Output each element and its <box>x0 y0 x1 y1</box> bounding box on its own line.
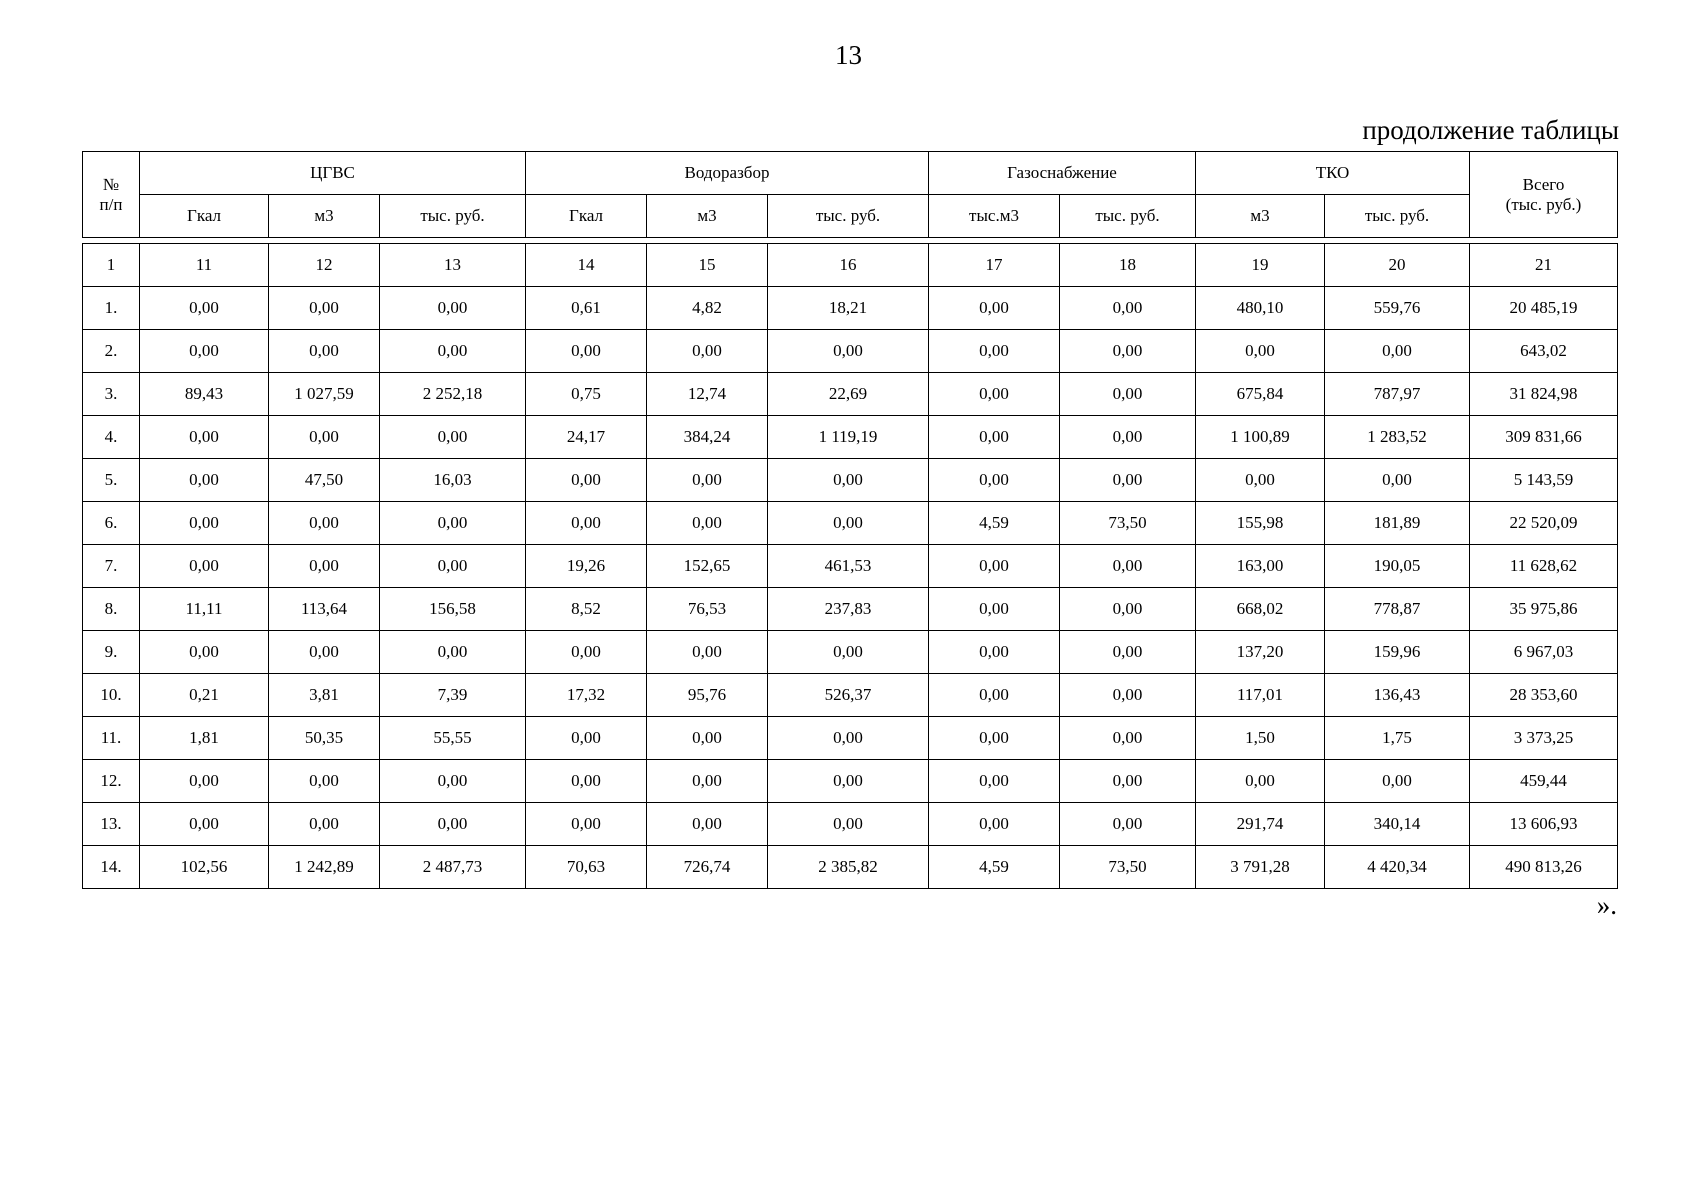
table-cell: 20 485,19 <box>1470 287 1618 330</box>
table-cell: 0,00 <box>929 631 1060 674</box>
table-cell: 0,00 <box>1060 803 1196 846</box>
unit-header: тыс. руб. <box>380 195 526 238</box>
row-number-cell: 7. <box>83 545 140 588</box>
table-cell: 0,00 <box>1196 760 1325 803</box>
page-number: 13 <box>835 40 862 70</box>
table-cell: 340,14 <box>1325 803 1470 846</box>
total-label-line2: (тыс. руб.) <box>1505 194 1582 214</box>
table-cell: 0,00 <box>647 803 768 846</box>
table-cell: 137,20 <box>1196 631 1325 674</box>
row-number-cell: 11. <box>83 717 140 760</box>
table-cell: 0,00 <box>526 631 647 674</box>
table-cell: 0,00 <box>1196 330 1325 373</box>
column-number-cell: 17 <box>929 244 1060 287</box>
table-cell: 155,98 <box>1196 502 1325 545</box>
table-cell: 643,02 <box>1470 330 1618 373</box>
table-cell: 0,00 <box>269 287 380 330</box>
table-cell: 291,74 <box>1196 803 1325 846</box>
table-cell: 24,17 <box>526 416 647 459</box>
table-cell: 559,76 <box>1325 287 1470 330</box>
table-cell: 668,02 <box>1196 588 1325 631</box>
group-header-tko: ТКО <box>1196 152 1470 195</box>
unit-header: м3 <box>647 195 768 238</box>
row-number-cell: 9. <box>83 631 140 674</box>
table-cell: 309 831,66 <box>1470 416 1618 459</box>
table-cell: 0,00 <box>269 760 380 803</box>
column-number-cell: 11 <box>140 244 269 287</box>
table-cell: 0,00 <box>929 803 1060 846</box>
table-cell: 0,00 <box>929 373 1060 416</box>
table-cell: 0,00 <box>1060 717 1196 760</box>
table-cell: 0,00 <box>768 459 929 502</box>
table-cell: 4 420,34 <box>1325 846 1470 889</box>
table-cell: 1 119,19 <box>768 416 929 459</box>
table-cell: 0,00 <box>380 416 526 459</box>
table-cell: 0,00 <box>647 502 768 545</box>
table-cell: 0,00 <box>1060 674 1196 717</box>
table-row <box>83 674 1618 717</box>
table-row <box>83 373 1618 416</box>
table-cell: 0,00 <box>269 545 380 588</box>
table-cell: 163,00 <box>1196 545 1325 588</box>
table-row <box>83 416 1618 459</box>
row-number-cell: 6. <box>83 502 140 545</box>
num-column-header <box>83 152 140 238</box>
table-cell: 152,65 <box>647 545 768 588</box>
table-cell: 31 824,98 <box>1470 373 1618 416</box>
table-cell: 190,05 <box>1325 545 1470 588</box>
table-cell: 0,00 <box>929 459 1060 502</box>
table-cell: 16,03 <box>380 459 526 502</box>
group-header-vodorazbor: Водоразбор <box>526 152 929 195</box>
unit-header: м3 <box>1196 195 1325 238</box>
table-cell: 0,00 <box>768 330 929 373</box>
table-cell: 0,00 <box>1325 459 1470 502</box>
table-cell: 675,84 <box>1196 373 1325 416</box>
column-number-cell: 14 <box>526 244 647 287</box>
num-label-line1: № <box>102 174 120 194</box>
row-number-cell: 3. <box>83 373 140 416</box>
table-cell: 0,00 <box>1325 760 1470 803</box>
table-cell: 35 975,86 <box>1470 588 1618 631</box>
row-number-cell: 1. <box>83 287 140 330</box>
table-cell: 156,58 <box>380 588 526 631</box>
table-cell: 0,00 <box>1196 459 1325 502</box>
table-cell: 526,37 <box>768 674 929 717</box>
table-cell: 237,83 <box>768 588 929 631</box>
table-cell: 102,56 <box>140 846 269 889</box>
table-cell: 1 242,89 <box>269 846 380 889</box>
table-cell: 0,00 <box>929 717 1060 760</box>
table-cell: 0,00 <box>647 459 768 502</box>
table-cell: 0,00 <box>1060 545 1196 588</box>
table-cell: 0,00 <box>140 287 269 330</box>
table-cell: 0,00 <box>647 631 768 674</box>
table-cell: 0,00 <box>1060 588 1196 631</box>
table-row <box>83 717 1618 760</box>
table-cell: 18,21 <box>768 287 929 330</box>
table-cell: 28 353,60 <box>1470 674 1618 717</box>
table-cell: 55,55 <box>380 717 526 760</box>
table-cell: 0,00 <box>768 502 929 545</box>
table-cell: 0,00 <box>526 459 647 502</box>
table-cell: 136,43 <box>1325 674 1470 717</box>
table-cell: 0,00 <box>929 287 1060 330</box>
table-cell: 726,74 <box>647 846 768 889</box>
table-cell: 0,00 <box>526 760 647 803</box>
table-cell: 0,00 <box>380 803 526 846</box>
table-cell: 7,39 <box>380 674 526 717</box>
table-cell: 0,00 <box>140 416 269 459</box>
table-cell: 0,00 <box>526 330 647 373</box>
table-cell: 0,00 <box>1060 459 1196 502</box>
unit-header: Гкал <box>140 195 269 238</box>
table-cell: 0,00 <box>768 717 929 760</box>
column-number-cell: 13 <box>380 244 526 287</box>
unit-header: м3 <box>269 195 380 238</box>
table-cell: 17,32 <box>526 674 647 717</box>
table-cell: 0,00 <box>269 803 380 846</box>
table-cell: 0,00 <box>380 287 526 330</box>
num-label-line2: п/п <box>99 194 123 214</box>
column-number-cell: 21 <box>1470 244 1618 287</box>
table-cell: 0,00 <box>1060 416 1196 459</box>
table-cell: 0,00 <box>140 631 269 674</box>
table-cell: 490 813,26 <box>1470 846 1618 889</box>
table-cell: 0,00 <box>647 760 768 803</box>
unit-header: тыс. руб. <box>1060 195 1196 238</box>
table-cell: 778,87 <box>1325 588 1470 631</box>
table-cell: 1 283,52 <box>1325 416 1470 459</box>
table-cell: 0,00 <box>269 330 380 373</box>
table-cell: 0,00 <box>647 330 768 373</box>
table-cell: 4,59 <box>929 502 1060 545</box>
table-cell: 0,00 <box>768 803 929 846</box>
group-header-cgvs: ЦГВС <box>140 152 526 195</box>
table-cell: 2 252,18 <box>380 373 526 416</box>
table-cell: 6 967,03 <box>1470 631 1618 674</box>
table-cell: 1 027,59 <box>269 373 380 416</box>
table-cell: 0,00 <box>1325 330 1470 373</box>
table-cell: 0,00 <box>929 760 1060 803</box>
table-cell: 0,00 <box>1060 287 1196 330</box>
table-row <box>83 803 1618 846</box>
table-cell: 0,00 <box>1060 330 1196 373</box>
table-cell: 11 628,62 <box>1470 545 1618 588</box>
row-number-cell: 13. <box>83 803 140 846</box>
table-cell: 12,74 <box>647 373 768 416</box>
table-cell: 4,82 <box>647 287 768 330</box>
table-cell: 159,96 <box>1325 631 1470 674</box>
table-cell: 22,69 <box>768 373 929 416</box>
table-cell: 0,00 <box>1060 760 1196 803</box>
table-cell: 2 385,82 <box>768 846 929 889</box>
table-cell: 3,81 <box>269 674 380 717</box>
table-cell: 459,44 <box>1470 760 1618 803</box>
unit-header: Гкал <box>526 195 647 238</box>
continuation-label: продолжение таблицы <box>1362 115 1619 145</box>
table-cell: 95,76 <box>647 674 768 717</box>
table-cell: 0,00 <box>526 803 647 846</box>
group-header-gas: Газоснабжение <box>929 152 1196 195</box>
table-cell: 0,00 <box>140 803 269 846</box>
table-cell: 0,00 <box>929 588 1060 631</box>
table-cell: 0,00 <box>929 330 1060 373</box>
table-cell: 384,24 <box>647 416 768 459</box>
table-row <box>83 502 1618 545</box>
table-cell: 0,00 <box>380 330 526 373</box>
table-cell: 0,00 <box>380 760 526 803</box>
table-cell: 22 520,09 <box>1470 502 1618 545</box>
table-cell: 480,10 <box>1196 287 1325 330</box>
table-cell: 181,89 <box>1325 502 1470 545</box>
table-cell: 11,11 <box>140 588 269 631</box>
table-cell: 1,50 <box>1196 717 1325 760</box>
table-row <box>83 287 1618 330</box>
table-cell: 0,75 <box>526 373 647 416</box>
row-number-cell: 14. <box>83 846 140 889</box>
table-cell: 73,50 <box>1060 846 1196 889</box>
column-number-row <box>83 244 1618 287</box>
table-row <box>83 588 1618 631</box>
table-cell: 0,00 <box>140 330 269 373</box>
table-cell: 0,00 <box>140 760 269 803</box>
table-cell: 787,97 <box>1325 373 1470 416</box>
table-cell: 0,00 <box>526 717 647 760</box>
table-cell: 0,00 <box>929 674 1060 717</box>
table-cell: 113,64 <box>269 588 380 631</box>
unit-header: тыс. руб. <box>768 195 929 238</box>
table-row <box>83 760 1618 803</box>
row-number-cell: 5. <box>83 459 140 502</box>
table-cell: 13 606,93 <box>1470 803 1618 846</box>
table-cell: 89,43 <box>140 373 269 416</box>
table-cell: 1,75 <box>1325 717 1470 760</box>
table-cell: 0,00 <box>380 502 526 545</box>
row-number-cell: 12. <box>83 760 140 803</box>
table-row <box>83 459 1618 502</box>
unit-header: тыс. руб. <box>1325 195 1470 238</box>
table-cell: 0,00 <box>768 631 929 674</box>
column-number-cell: 19 <box>1196 244 1325 287</box>
column-number-cell: 16 <box>768 244 929 287</box>
table-cell: 3 373,25 <box>1470 717 1618 760</box>
table-row <box>83 631 1618 674</box>
row-number-cell: 8. <box>83 588 140 631</box>
table-cell: 1,81 <box>140 717 269 760</box>
table-row <box>83 545 1618 588</box>
table-cell: 0,00 <box>1060 631 1196 674</box>
column-number-cell: 12 <box>269 244 380 287</box>
table-cell: 73,50 <box>1060 502 1196 545</box>
closing-mark: ». <box>1596 890 1617 920</box>
table-cell: 76,53 <box>647 588 768 631</box>
table-cell: 0,00 <box>380 631 526 674</box>
table-row <box>83 846 1618 889</box>
total-label-line1: Всего <box>1522 174 1565 194</box>
table-row <box>83 330 1618 373</box>
unit-header: тыс.м3 <box>929 195 1060 238</box>
table-cell: 0,00 <box>140 545 269 588</box>
row-number-cell: 2. <box>83 330 140 373</box>
table-cell: 4,59 <box>929 846 1060 889</box>
table-header <box>82 151 1618 238</box>
data-table <box>82 243 1618 889</box>
table-cell: 461,53 <box>768 545 929 588</box>
table-cell: 0,00 <box>269 631 380 674</box>
table-cell: 19,26 <box>526 545 647 588</box>
column-number-cell: 18 <box>1060 244 1196 287</box>
table-cell: 0,00 <box>929 416 1060 459</box>
table-cell: 0,00 <box>140 502 269 545</box>
total-column-header <box>1470 152 1618 238</box>
table-cell: 70,63 <box>526 846 647 889</box>
table-cell: 0,00 <box>526 502 647 545</box>
table-cell: 0,00 <box>1060 373 1196 416</box>
table-cell: 3 791,28 <box>1196 846 1325 889</box>
table-cell: 0,61 <box>526 287 647 330</box>
table-cell: 0,00 <box>140 459 269 502</box>
table-cell: 0,21 <box>140 674 269 717</box>
table-cell: 5 143,59 <box>1470 459 1618 502</box>
row-number-cell: 10. <box>83 674 140 717</box>
table-cell: 47,50 <box>269 459 380 502</box>
table-cell: 0,00 <box>647 717 768 760</box>
table-cell: 0,00 <box>380 545 526 588</box>
table-cell: 2 487,73 <box>380 846 526 889</box>
table-cell: 0,00 <box>269 416 380 459</box>
table-cell: 50,35 <box>269 717 380 760</box>
column-number-cell: 20 <box>1325 244 1470 287</box>
row-number-cell: 4. <box>83 416 140 459</box>
table-cell: 8,52 <box>526 588 647 631</box>
column-number-cell: 1 <box>83 244 140 287</box>
column-number-cell: 15 <box>647 244 768 287</box>
table-cell: 1 100,89 <box>1196 416 1325 459</box>
table-cell: 117,01 <box>1196 674 1325 717</box>
table-cell: 0,00 <box>269 502 380 545</box>
table-cell: 0,00 <box>768 760 929 803</box>
table-cell: 0,00 <box>929 545 1060 588</box>
